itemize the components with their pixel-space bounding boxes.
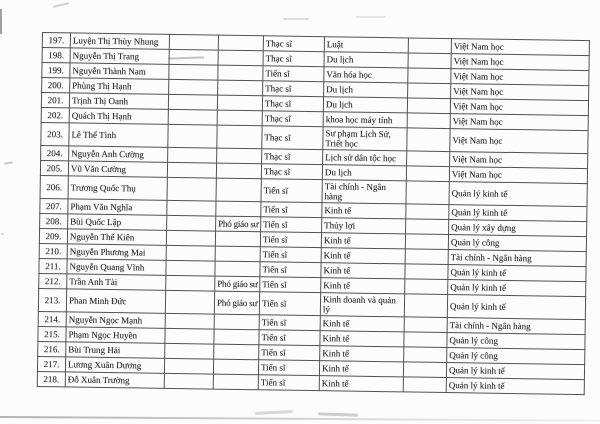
cell-no: 214. bbox=[38, 311, 66, 326]
cell-no: 212. bbox=[39, 273, 67, 288]
cell-spacer1 bbox=[165, 328, 214, 344]
cell-degree: Thạc sĩ bbox=[261, 164, 322, 180]
scan-artifact-left-strip bbox=[0, 9, 2, 34]
scan-artifact-smudge bbox=[255, 410, 293, 415]
cell-program: Việt Nam học bbox=[451, 84, 589, 101]
faculty-table-wrap bbox=[37, 32, 557, 395]
cell-field: Kinh tế bbox=[321, 233, 405, 249]
cell-no: 203. bbox=[41, 122, 69, 145]
cell-field: Du lịch bbox=[324, 82, 408, 98]
cell-spacer2 bbox=[405, 279, 448, 295]
cell-program: Quản lý công bbox=[447, 333, 585, 350]
cell-no: 209. bbox=[39, 228, 67, 243]
cell-degree: Tiến sĩ bbox=[260, 247, 321, 263]
cell-no: 213. bbox=[38, 288, 66, 311]
cell-no: 206. bbox=[40, 175, 68, 198]
cell-field: Kinh tế bbox=[320, 331, 404, 347]
cell-no: 211. bbox=[39, 258, 67, 273]
cell-title bbox=[216, 178, 261, 202]
cell-program: Tài chính - Ngân hàng bbox=[447, 318, 585, 335]
cell-no: 197. bbox=[42, 33, 70, 48]
scan-artifact-smudge bbox=[4, 161, 13, 164]
cell-name: Vũ Văn Cường bbox=[68, 161, 167, 177]
cell-spacer2 bbox=[403, 377, 446, 393]
cell-spacer1 bbox=[167, 162, 216, 178]
cell-no: 200. bbox=[42, 78, 70, 93]
cell-program: Quản lý công bbox=[448, 235, 586, 252]
cell-spacer1 bbox=[167, 200, 216, 216]
page-edge-line bbox=[0, 416, 600, 422]
cell-name: Lê Thế Tình bbox=[69, 123, 168, 147]
cell-degree: Tiến sĩ bbox=[263, 66, 324, 82]
cell-title: Phó giáo sư bbox=[215, 276, 260, 292]
cell-spacer2 bbox=[404, 332, 447, 348]
cell-field: Kinh tế bbox=[320, 346, 404, 362]
cell-title bbox=[218, 35, 263, 51]
cell-name: Nguyễn Thị Trang bbox=[70, 48, 169, 64]
cell-degree: Thạc sĩ bbox=[262, 149, 323, 165]
cell-field: Du lịch bbox=[324, 52, 408, 68]
cell-spacer2 bbox=[408, 38, 451, 54]
cell-degree: Thạc sĩ bbox=[263, 51, 324, 67]
cell-no: 199. bbox=[42, 63, 70, 78]
cell-field: Sư phạm Lịch Sử, Triết học bbox=[323, 127, 407, 151]
cell-no: 205. bbox=[40, 160, 68, 175]
cell-program: Việt Nam học bbox=[450, 129, 588, 154]
cell-field: Kinh tế bbox=[321, 263, 405, 279]
cell-name: Bùi Quốc Lập bbox=[68, 214, 167, 230]
cell-program: Quản lý kinh tế bbox=[448, 280, 586, 297]
cell-title bbox=[218, 65, 263, 81]
cell-spacer2 bbox=[403, 362, 446, 378]
cell-field: Kinh tế bbox=[321, 278, 405, 294]
cell-name: Nguyễn Ngọc Mạnh bbox=[66, 312, 165, 328]
cell-title bbox=[218, 50, 263, 66]
cell-degree: Tiến sĩ bbox=[261, 202, 322, 218]
cell-degree: Tiến sĩ bbox=[259, 315, 320, 331]
cell-field: Thủy lợi bbox=[322, 218, 406, 234]
cell-spacer2 bbox=[405, 234, 448, 250]
cell-title bbox=[215, 261, 260, 277]
cell-name: Lương Xuân Dương bbox=[65, 357, 164, 373]
cell-spacer2 bbox=[405, 249, 448, 265]
cell-field: Luật bbox=[324, 37, 408, 53]
scan-artifact-smudge bbox=[318, 412, 358, 416]
cell-name: Nguyễn Thành Nam bbox=[70, 63, 169, 79]
cell-spacer2 bbox=[404, 347, 447, 363]
cell-spacer2 bbox=[407, 113, 450, 129]
cell-no: 201. bbox=[41, 93, 69, 108]
cell-no: 204. bbox=[41, 145, 69, 160]
cell-program: Quản lý kinh tế bbox=[449, 182, 587, 207]
cell-degree: Thạc sĩ bbox=[263, 81, 324, 97]
scan-artifact-smudge bbox=[283, 18, 309, 20]
cell-program: Quản lý kinh tế bbox=[448, 265, 586, 282]
cell-name: Trần Anh Tài bbox=[67, 274, 166, 290]
cell-degree: Tiến sĩ bbox=[258, 375, 319, 391]
cell-title bbox=[215, 246, 260, 262]
cell-spacer2 bbox=[407, 98, 450, 114]
cell-field: Du lịch bbox=[323, 97, 407, 113]
cell-name: Phạm Ngọc Huyền bbox=[66, 327, 165, 343]
cell-name: Phan Minh Đức bbox=[66, 289, 165, 313]
cell-no: 198. bbox=[42, 48, 70, 63]
cell-spacer1 bbox=[166, 260, 215, 276]
cell-spacer1 bbox=[165, 290, 214, 314]
cell-degree: Tiến sĩ bbox=[259, 345, 320, 361]
cell-field: Văn hóa học bbox=[324, 67, 408, 83]
cell-spacer2 bbox=[406, 166, 449, 182]
cell-degree: Tiến sĩ bbox=[260, 262, 321, 278]
cell-program: Quản lý kinh tế bbox=[446, 378, 584, 395]
cell-program: Quản lý kinh tế bbox=[447, 295, 585, 320]
cell-program: Việt Nam học bbox=[450, 152, 588, 169]
cell-field: Tài chính - Ngân hàng bbox=[322, 180, 406, 204]
cell-spacer1 bbox=[168, 94, 217, 110]
cell-program: Việt Nam học bbox=[450, 114, 588, 131]
cell-program: Việt Nam học bbox=[451, 54, 589, 71]
cell-program: Quản lý xây dựng bbox=[449, 220, 587, 237]
cell-field: Kinh tế bbox=[320, 316, 404, 332]
cell-no: 218. bbox=[37, 371, 65, 386]
cell-no: 202. bbox=[41, 107, 69, 122]
cell-title bbox=[214, 344, 259, 360]
cell-name: Trịnh Thị Oanh bbox=[69, 93, 168, 109]
cell-spacer2 bbox=[405, 264, 448, 280]
cell-title bbox=[217, 110, 262, 126]
cell-program: Việt Nam học bbox=[449, 167, 587, 184]
cell-spacer2 bbox=[404, 294, 447, 318]
cell-spacer2 bbox=[404, 317, 447, 333]
cell-program: Việt Nam học bbox=[451, 39, 589, 56]
cell-spacer1 bbox=[168, 147, 217, 163]
cell-spacer1 bbox=[169, 49, 218, 65]
cell-spacer1 bbox=[164, 358, 213, 374]
cell-title: Phó giáo sư bbox=[214, 291, 259, 315]
cell-spacer2 bbox=[406, 204, 449, 220]
cell-degree: Tiến sĩ bbox=[261, 179, 322, 203]
cell-spacer2 bbox=[408, 53, 451, 69]
cell-degree: Tiến sĩ bbox=[260, 232, 321, 248]
cell-title bbox=[213, 374, 258, 390]
cell-program: Việt Nam học bbox=[450, 99, 588, 116]
cell-title bbox=[213, 359, 258, 375]
cell-field: Kinh tế bbox=[319, 361, 403, 377]
scan-artifact-smudge bbox=[53, 2, 69, 8]
cell-no: 208. bbox=[40, 213, 68, 228]
cell-spacer1 bbox=[168, 124, 217, 148]
cell-title: Phó giáo sư bbox=[216, 216, 261, 232]
cell-spacer1 bbox=[164, 373, 213, 389]
cell-spacer2 bbox=[407, 128, 450, 152]
cell-spacer1 bbox=[166, 230, 215, 246]
cell-spacer1 bbox=[169, 79, 218, 95]
cell-name: Nguyễn Thế Kiên bbox=[67, 229, 166, 245]
cell-no: 210. bbox=[39, 243, 67, 258]
cell-field: Lịch sử dân tộc học bbox=[323, 150, 407, 166]
cell-program: Quản lý công bbox=[447, 348, 585, 365]
cell-spacer2 bbox=[407, 151, 450, 167]
cell-no: 217. bbox=[37, 356, 65, 371]
cell-name: Luyện Thị Thùy Nhung bbox=[70, 33, 169, 49]
scan-artifact-smudge bbox=[1, 233, 4, 235]
cell-program: Việt Nam học bbox=[451, 69, 589, 86]
cell-spacer2 bbox=[408, 68, 451, 84]
cell-no: 216. bbox=[38, 341, 66, 356]
cell-spacer2 bbox=[406, 181, 449, 205]
cell-degree: Tiến sĩ bbox=[259, 330, 320, 346]
cell-spacer1 bbox=[166, 245, 215, 261]
cell-degree: Thạc sĩ bbox=[262, 126, 323, 150]
cell-program: Quản lý kinh tế bbox=[449, 205, 587, 222]
cell-degree: Thạc sĩ bbox=[262, 111, 323, 127]
cell-name: Phạm Văn Nghĩa bbox=[68, 199, 167, 215]
cell-title bbox=[217, 125, 262, 149]
cell-spacer2 bbox=[408, 83, 451, 99]
cell-degree: Thạc sĩ bbox=[262, 96, 323, 112]
cell-title bbox=[217, 148, 262, 164]
scan-artifact-smudge bbox=[356, 16, 386, 18]
cell-title bbox=[217, 95, 262, 111]
cell-field: Du lịch bbox=[322, 165, 406, 181]
cell-title bbox=[218, 80, 263, 96]
cell-name: Bùi Trung Hải bbox=[66, 342, 165, 358]
cell-field: Kinh tế bbox=[322, 203, 406, 219]
cell-degree: Tiến sĩ bbox=[261, 217, 322, 233]
cell-field: khoa học máy tính bbox=[323, 112, 407, 128]
cell-title bbox=[215, 231, 260, 247]
cell-spacer1 bbox=[169, 34, 218, 50]
cell-spacer1 bbox=[167, 215, 216, 231]
cell-spacer1 bbox=[169, 64, 218, 80]
cell-program: Quản lý kinh tế bbox=[446, 363, 584, 380]
cell-spacer1 bbox=[168, 109, 217, 125]
cell-field: Kinh doanh và quản lý bbox=[320, 293, 404, 317]
cell-name: Phùng Thị Hạnh bbox=[70, 78, 169, 94]
faculty-table bbox=[37, 32, 590, 395]
cell-degree: Thạc sĩ bbox=[263, 36, 324, 52]
cell-title bbox=[214, 314, 259, 330]
cell-name: Trương Quốc Thụ bbox=[68, 176, 167, 200]
cell-title bbox=[214, 329, 259, 345]
cell-name: Đỗ Xuân Trường bbox=[65, 372, 164, 388]
cell-spacer1 bbox=[165, 313, 214, 329]
cell-field: Kinh tế bbox=[319, 376, 403, 392]
cell-title bbox=[216, 163, 261, 179]
cell-title bbox=[216, 201, 261, 217]
cell-degree: Tiến sĩ bbox=[258, 360, 319, 376]
cell-name: Nguyễn Anh Cường bbox=[69, 146, 168, 162]
cell-spacer1 bbox=[166, 275, 215, 291]
cell-no: 215. bbox=[38, 326, 66, 341]
cell-program: Tài chính - Ngân hàng bbox=[448, 250, 586, 267]
table-body bbox=[37, 33, 589, 395]
cell-name: Nguyễn Phương Mai bbox=[67, 244, 166, 260]
cell-spacer2 bbox=[406, 219, 449, 235]
cell-name: Quách Thị Hạnh bbox=[69, 108, 168, 124]
cell-degree: Tiến sĩ bbox=[259, 292, 320, 316]
cell-spacer1 bbox=[167, 177, 216, 201]
cell-spacer1 bbox=[165, 343, 214, 359]
cell-degree: Tiến sĩ bbox=[260, 277, 321, 293]
cell-no: 207. bbox=[40, 198, 68, 213]
cell-field: Kinh tế bbox=[321, 248, 405, 264]
cell-name: Nguyễn Quang Vĩnh bbox=[67, 259, 166, 275]
